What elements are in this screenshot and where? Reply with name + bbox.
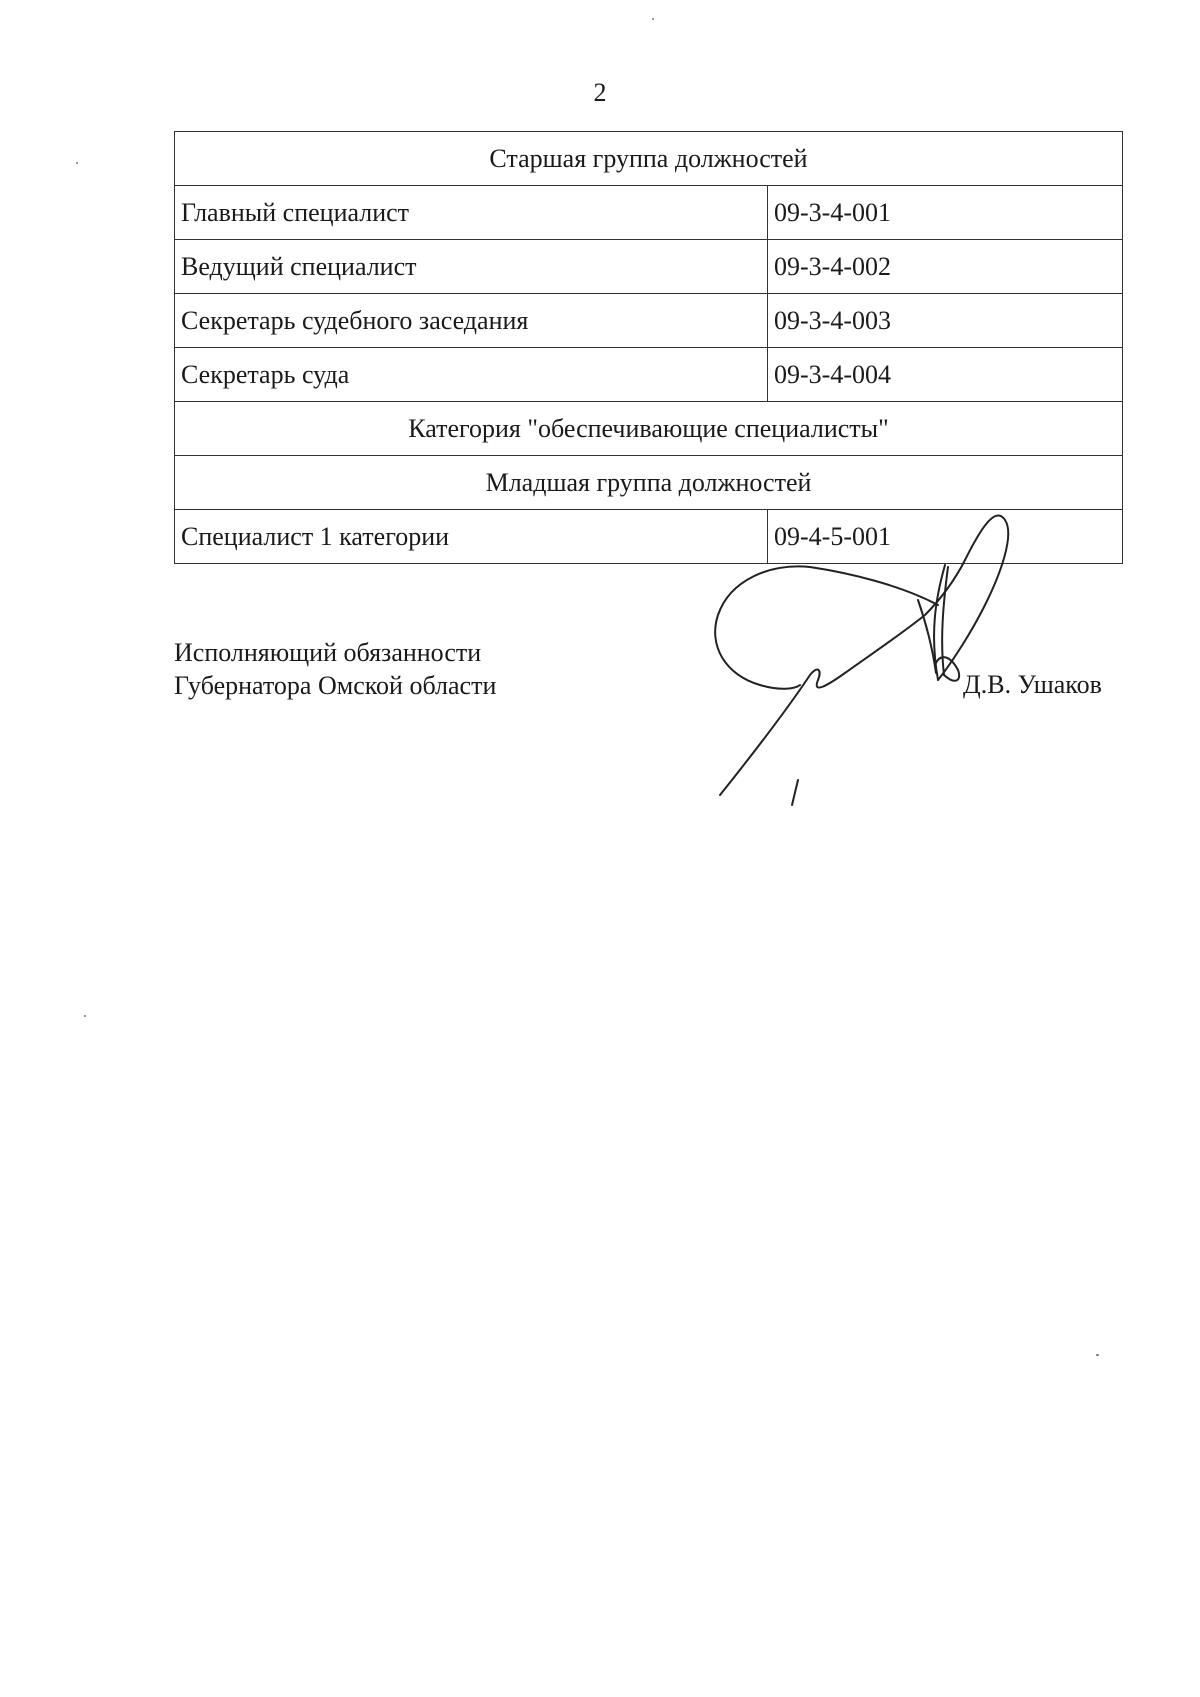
signatory-title <box>174 636 496 702</box>
position-code: 09-3-4-001 <box>768 186 1123 240</box>
scan-speck <box>76 162 78 164</box>
position-name: Секретарь судебного заседания <box>175 294 768 348</box>
position-name: Специалист 1 категории <box>175 510 768 564</box>
positions-table <box>174 131 1123 564</box>
scan-speck <box>1096 1354 1099 1356</box>
table-row <box>175 186 1123 240</box>
handwritten-signature <box>700 505 1040 815</box>
position-code: 09-3-4-002 <box>768 240 1123 294</box>
scan-speck <box>652 18 654 20</box>
position-name: Секретарь суда <box>175 348 768 402</box>
signatory-title-line1: Исполняющий обязанности <box>174 638 482 667</box>
category-heading: Категория "обеспечивающие специалисты" <box>175 402 1123 456</box>
position-name: Ведущий специалист <box>175 240 768 294</box>
table-row <box>175 240 1123 294</box>
table-row <box>175 294 1123 348</box>
table-row-heading <box>175 456 1123 510</box>
table-row-heading <box>175 132 1123 186</box>
signatory-name: Д.В. Ушаков <box>963 670 1102 699</box>
position-code: 09-4-5-001 <box>768 510 1123 564</box>
position-name: Главный специалист <box>175 186 768 240</box>
group-heading: Старшая группа должностей <box>175 132 1123 186</box>
page-number: 2 <box>593 78 607 107</box>
group-heading: Младшая группа должностей <box>175 456 1123 510</box>
table-row <box>175 348 1123 402</box>
table-row-heading <box>175 402 1123 456</box>
signatory-title-line2: Губернатора Омской области <box>174 671 497 700</box>
position-code: 09-3-4-004 <box>768 348 1123 402</box>
scan-speck <box>84 1015 86 1017</box>
position-code: 09-3-4-003 <box>768 294 1123 348</box>
